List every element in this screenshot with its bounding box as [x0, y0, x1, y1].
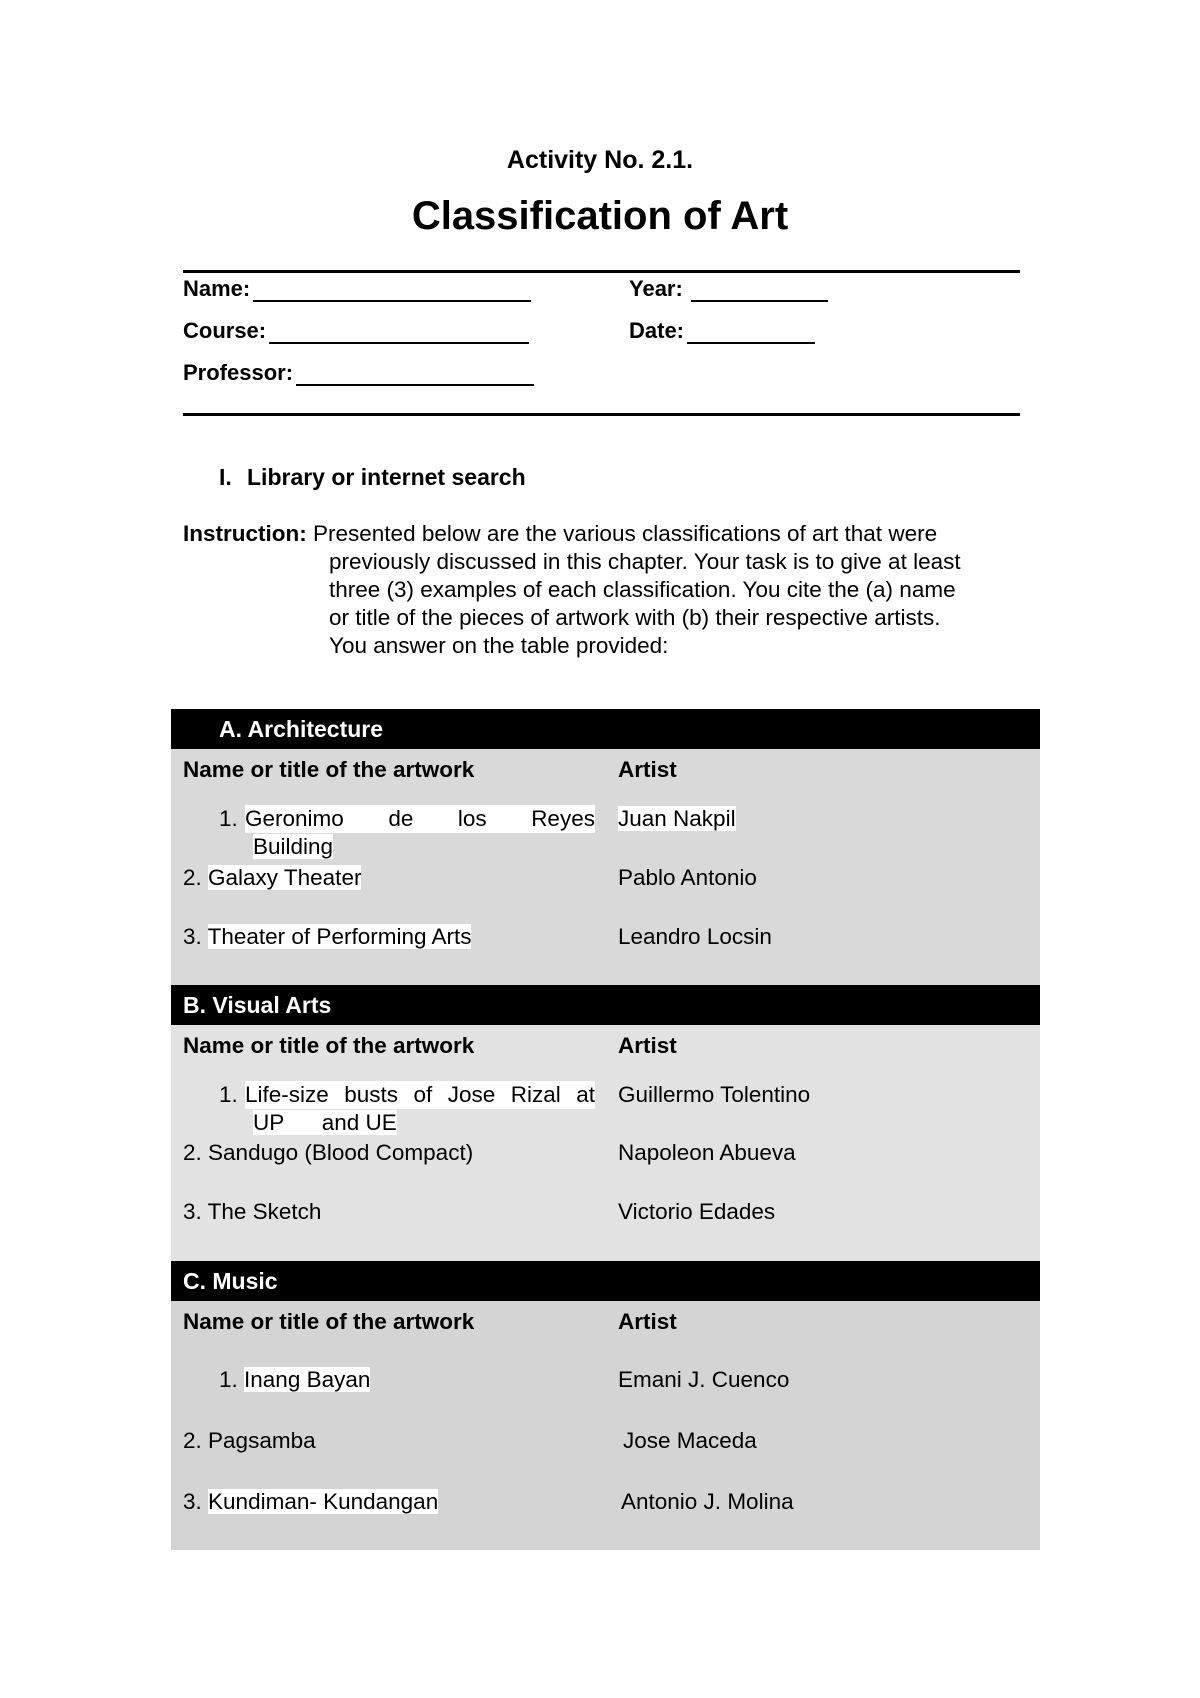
table-row: [183, 1427, 316, 1455]
classification-table: [171, 709, 1040, 1550]
page-title: Classification of Art: [411, 194, 789, 238]
artwork-cell[interactable]: Inang Bayan: [244, 1367, 371, 1392]
column-header-artwork: Name or title of the artwork: [183, 757, 475, 782]
bottom-divider: [183, 413, 1020, 416]
artist-cell[interactable]: Victorio Edades: [618, 1199, 776, 1224]
row-number: 3.: [183, 924, 202, 949]
section-title: Library or internet search: [247, 464, 526, 490]
row-number: 3.: [183, 1489, 202, 1514]
row-number: 2.: [183, 865, 202, 890]
name-field[interactable]: [183, 276, 531, 302]
instruction-block: [183, 520, 1023, 660]
table-row: [219, 805, 599, 865]
professor-blank[interactable]: [296, 364, 534, 386]
name-blank[interactable]: [253, 280, 531, 302]
table-row: [183, 864, 361, 892]
table-row: [183, 1198, 321, 1226]
section-heading: [219, 464, 526, 491]
name-label: Name:: [183, 276, 251, 301]
row-number: 1.: [219, 1082, 238, 1107]
artist-cell[interactable]: Emani J. Cuenco: [618, 1367, 790, 1392]
date-field[interactable]: [629, 318, 815, 344]
instruction-text-line-1: Presented below are the various classifications of art that were: [313, 521, 938, 546]
activity-number: Activity No. 2.1.: [506, 146, 694, 174]
section-number: I.: [219, 464, 232, 490]
date-label: Date:: [629, 318, 685, 343]
artist-cell[interactable]: Juan Nakpil: [618, 806, 736, 831]
row-number: 2.: [183, 1140, 202, 1165]
artist-cell[interactable]: Antonio J. Molina: [621, 1489, 794, 1514]
table-row: [219, 1081, 599, 1141]
column-header-artwork: Name or title of the artwork: [183, 1033, 475, 1058]
artwork-line-2: Building: [253, 834, 334, 859]
year-field[interactable]: [629, 276, 828, 302]
table-row: [183, 1488, 438, 1516]
artist-cell[interactable]: Napoleon Abueva: [618, 1140, 796, 1165]
column-header-artist: Artist: [618, 1309, 677, 1334]
artwork-cell[interactable]: [245, 805, 595, 861]
row-number: 2.: [183, 1428, 202, 1453]
row-number: 1.: [219, 1367, 238, 1392]
year-label: Year:: [629, 276, 683, 301]
artwork-cell[interactable]: Galaxy Theater: [208, 865, 362, 890]
category-header-architecture: A. Architecture: [171, 709, 1040, 749]
artist-cell[interactable]: Leandro Locsin: [618, 924, 772, 949]
course-field[interactable]: [183, 318, 529, 344]
course-blank[interactable]: [269, 322, 529, 344]
category-body-visual-arts: [171, 1025, 1040, 1261]
instruction-text-line-4: or title of the pieces of artwork with (b) their respective artists.: [329, 605, 941, 630]
artist-cell[interactable]: Pablo Antonio: [618, 865, 757, 890]
table-row: [183, 1139, 473, 1167]
column-header-artist: Artist: [618, 757, 677, 782]
professor-label: Professor:: [183, 360, 294, 385]
category-body-architecture: [171, 749, 1040, 985]
instruction-text-line-2: previously discussed in this chapter. Your task is to give at least: [329, 549, 961, 574]
row-number: 3.: [183, 1199, 202, 1224]
table-row: [183, 923, 471, 951]
row-number: 1.: [219, 806, 238, 831]
instruction-first-line: [183, 520, 1023, 548]
artwork-line-1: Life-size busts of Jose Rizal at: [245, 1082, 595, 1107]
artwork-cell[interactable]: [245, 1081, 595, 1137]
year-blank[interactable]: [691, 280, 828, 302]
artwork-cell[interactable]: The Sketch: [207, 1199, 322, 1224]
table-row: [219, 1366, 370, 1394]
artist-cell[interactable]: Jose Maceda: [623, 1428, 757, 1453]
course-label: Course:: [183, 318, 267, 343]
category-header-visual-arts: B. Visual Arts: [171, 985, 1040, 1025]
category-header-music: C. Music: [171, 1261, 1040, 1301]
date-blank[interactable]: [687, 322, 815, 344]
category-body-music: [171, 1301, 1040, 1550]
artwork-cell[interactable]: Sandugo (Blood Compact): [208, 1140, 474, 1165]
instruction-text-line-3: three (3) examples of each classification. You cite the (a) name: [329, 577, 956, 602]
artist-cell[interactable]: Guillermo Tolentino: [618, 1082, 811, 1107]
artwork-cell[interactable]: Theater of Performing Arts: [207, 924, 472, 949]
instruction-label: Instruction:: [183, 521, 307, 546]
column-header-artist: Artist: [618, 1033, 677, 1058]
artwork-cell[interactable]: Kundiman- Kundangan: [208, 1489, 439, 1514]
artwork-line-1: Geronimo de los Reyes: [245, 806, 595, 831]
column-header-artwork: Name or title of the artwork: [183, 1309, 475, 1334]
artwork-cell[interactable]: Pagsamba: [208, 1428, 316, 1453]
artwork-line-2: UP and UE: [253, 1110, 397, 1135]
professor-field[interactable]: [183, 360, 534, 386]
instruction-text-line-5: You answer on the table provided:: [329, 633, 669, 658]
top-divider: [183, 270, 1020, 273]
